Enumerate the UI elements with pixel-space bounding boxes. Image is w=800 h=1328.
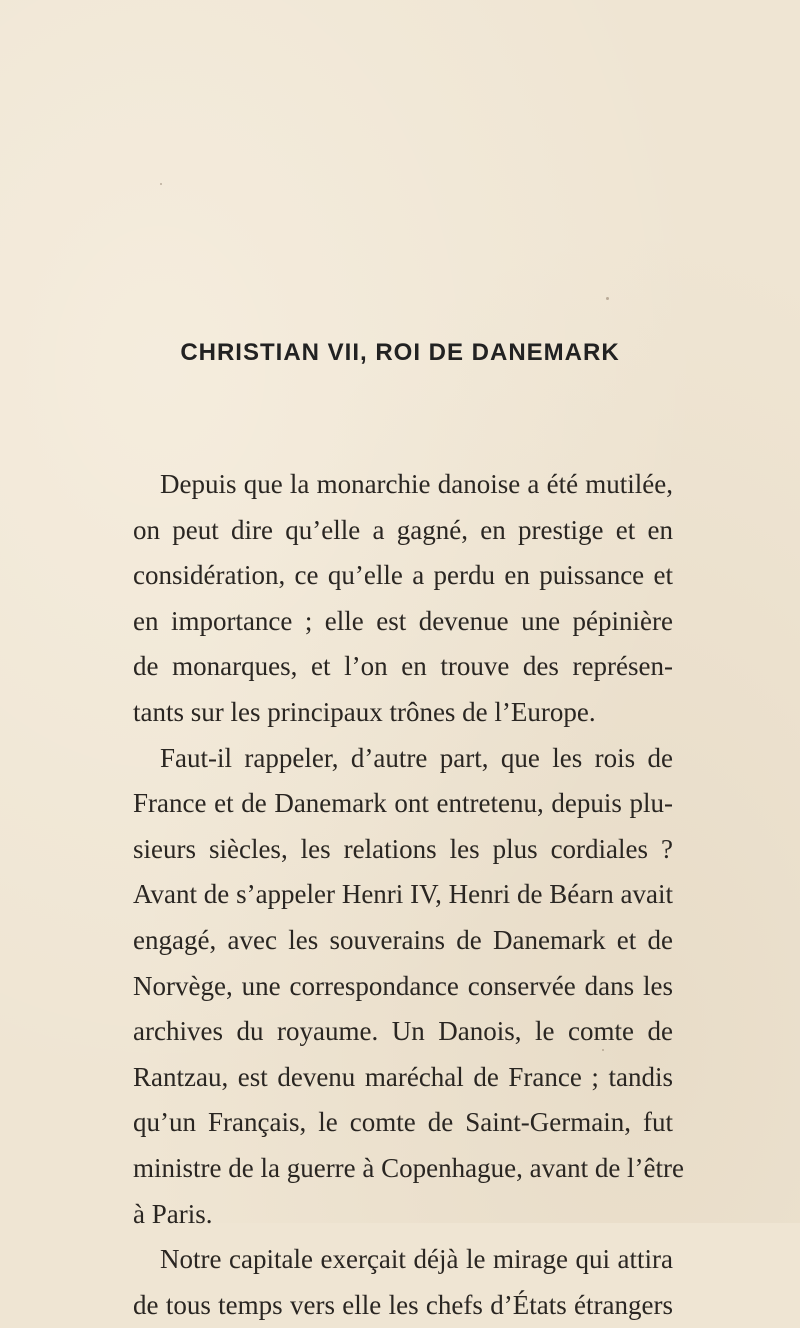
text-line: de monarques, et l’on en trouve des représen- [133,651,673,682]
text-line: ministre de la guerre à Copenhague, avant de l’être [133,1152,685,1183]
text-line: Norvège, une correspondance conservée dans les [133,970,673,1001]
body-text [133,462,685,1328]
text-line: considération, ce qu’elle a perdu en puissance et [133,560,673,591]
text-line: Avant de s’appeler Henri IV, Henri de Béarn avait [133,879,673,910]
text-line: Faut-il rappeler, d’autre part, que les rois de [160,742,673,773]
text-line: engagé, avec les souverains de Danemark et de [133,924,673,955]
text-line: archives du royaume. Un Danois, le comte de [133,1016,673,1047]
text-line: on peut dire qu’elle a gagné, en prestige et en [133,514,673,545]
text-line: en importance ; elle est devenue une pépinière [133,605,673,636]
text-line: de tous temps vers elle les chefs d’États étrangers [133,1289,673,1320]
text-line: sieurs siècles, les relations les plus cordiales ? [133,833,673,864]
text-line: tants sur les principaux trônes de l’Europe. [133,696,596,727]
chapter-title: CHRISTIAN VII, ROI DE DANEMARK [180,339,620,366]
text-line: Rantzau, est devenu maréchal de France ; tandis [133,1061,673,1092]
text-line: France et de Danemark ont entretenu, depuis plu- [133,788,673,819]
paper-speck [160,183,162,185]
text-line: Depuis que la monarchie danoise a été mutilée, [160,469,673,499]
text-line: Notre capitale exerçait déjà le mirage qui attira [160,1244,673,1275]
text-line: qu’un Français, le comte de Saint-Germain, fut [133,1107,673,1138]
text-line: à Paris. [133,1198,213,1229]
paper-speck [606,297,609,300]
